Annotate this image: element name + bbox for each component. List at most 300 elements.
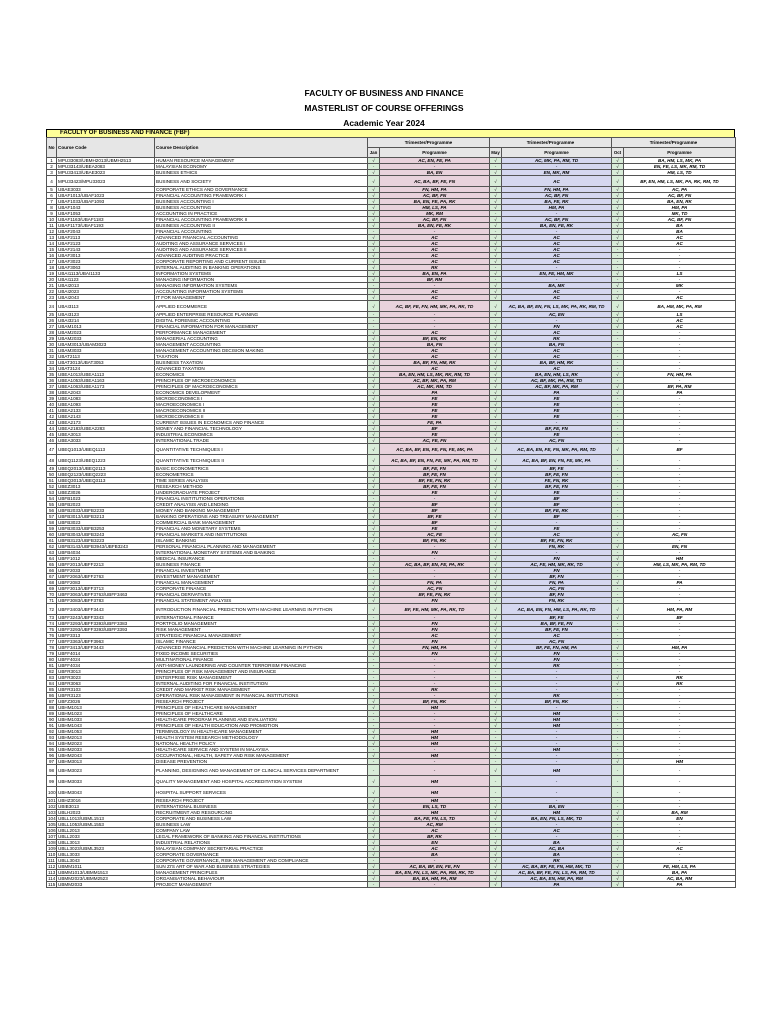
course-code: UBFF3403/UBFF3443 <box>57 604 155 615</box>
may-offered-mark: √ <box>490 846 502 852</box>
jan-programmes: BA <box>380 852 490 858</box>
oct-offered-mark: √ <box>612 187 624 193</box>
may-offered-mark: √ <box>490 259 502 265</box>
course-code: UBFB3013/UBFB3213 <box>57 514 155 520</box>
jan-programmes: - <box>380 759 490 765</box>
row-number: 79 <box>47 651 57 657</box>
may-offered-mark: √ <box>490 870 502 876</box>
course-code: UBFF3293/UBFF3393/UBFF3393 <box>57 627 155 633</box>
row-number: 86 <box>47 693 57 699</box>
may-offered-mark: √ <box>490 586 502 592</box>
course-description: INTERNAL AUDITING IN BANKING OPERATIONS <box>155 265 368 271</box>
jan-offered-mark: √ <box>368 484 380 490</box>
jan-programmes: BF, FE, HM, MK, PA, RK, TD <box>380 604 490 615</box>
oct-offered-mark: - <box>612 699 624 705</box>
row-number: 47 <box>47 444 57 455</box>
course-code: UBAF1013/UBAF1023 <box>57 193 155 199</box>
masterlist-title: MASTERLIST OF COURSE OFFERINGS <box>304 103 464 113</box>
course-description: MANAGEMENT ACCOUNTING <box>155 342 368 348</box>
course-description: INDUSTRIAL RELATIONS <box>155 840 368 846</box>
course-description: PROJECT MANAGEMENT <box>155 882 368 888</box>
oct-offered-mark: - <box>612 496 624 502</box>
course-description: ECONOMETRICS <box>155 472 368 478</box>
course-code: UBEA3013 <box>57 432 155 438</box>
jan-offered-mark: √ <box>368 396 380 402</box>
jan-offered-mark: - <box>368 544 380 550</box>
may-offered-mark: √ <box>490 717 502 723</box>
may-programmes: AC, BF, FN <box>502 193 612 199</box>
oct-offered-mark: √ <box>612 562 624 568</box>
row-number: 102 <box>48 804 56 809</box>
jan-programmes: AC <box>380 259 490 265</box>
may-offered-mark: √ <box>490 324 502 330</box>
oct-programmes: - <box>624 741 736 747</box>
may-programmes: FN, RK <box>502 544 612 550</box>
oct-offered-mark: √ <box>612 283 624 289</box>
oct-offered-mark: √ <box>612 675 624 681</box>
oct-offered-mark: √ <box>612 846 624 852</box>
oct-offered-mark: - <box>612 420 624 426</box>
course-code: UBHM1023 <box>57 711 155 717</box>
oct-offered-mark: √ <box>612 876 624 882</box>
may-offered-mark: √ <box>490 538 502 544</box>
row-number: 46 <box>47 438 57 444</box>
course-code: UBAF3023 <box>57 259 155 265</box>
may-offered-mark: √ <box>490 235 502 241</box>
jan-offered-mark: - <box>368 318 380 324</box>
oct-offered-mark: - <box>612 366 624 372</box>
jan-offered-mark: √ <box>368 265 380 271</box>
jan-offered-mark: √ <box>368 592 380 598</box>
oct-programmes: AC <box>624 324 736 330</box>
may-offered-mark: - <box>490 687 502 693</box>
course-code: UBAI3214 <box>57 318 155 324</box>
course-description: FIXED INCOME SECURITIES <box>155 651 368 657</box>
jan-offered-mark: √ <box>368 217 380 223</box>
row-number: 24 <box>47 301 57 312</box>
may-programmes: AC, BA, EN, HM, PA, RM <box>502 876 612 882</box>
may-programmes: AC <box>502 330 612 336</box>
may-offered-mark: - <box>490 705 502 711</box>
header-course-code: Course Code <box>57 138 155 158</box>
jan-offered-mark: - <box>368 759 380 765</box>
table-row <box>47 604 736 615</box>
jan-offered-mark: √ <box>368 408 380 414</box>
may-programmes: BF, FE, FN <box>502 426 612 432</box>
row-number: 113 <box>48 870 56 875</box>
course-description: MANAGERIAL ACCOUNTING <box>155 336 368 342</box>
may-programmes: BA, EN, FN, LS, MK, TD <box>502 816 612 822</box>
course-description: APPLIED ENTERPRISE RESOURCE PLANNING <box>155 312 368 318</box>
oct-programmes: - <box>624 514 736 520</box>
may-offered-mark: √ <box>490 810 502 816</box>
jan-offered-mark: - <box>368 556 380 562</box>
course-code: UBAF3013 <box>57 253 155 259</box>
jan-programmes: AC, EN, FE, PA <box>380 158 490 164</box>
may-offered-mark: √ <box>490 199 502 205</box>
oct-programmes: - <box>624 253 736 259</box>
course-code: UBFF4014 <box>57 651 155 657</box>
course-description: RISK MANAGEMENT <box>155 627 368 633</box>
course-description: UNDERGRADUATE PROJECT <box>155 490 368 496</box>
oct-offered-mark: - <box>612 348 624 354</box>
jan-offered-mark: √ <box>368 336 380 342</box>
may-programmes: BF, FE, FN, HM, PA <box>502 645 612 651</box>
course-code: UBAF1053 <box>57 211 155 217</box>
row-number: 39 <box>47 396 57 402</box>
jan-offered-mark: √ <box>368 176 380 187</box>
may-programmes: FE <box>502 408 612 414</box>
jan-offered-mark: - <box>368 858 380 864</box>
jan-programmes: AC <box>380 828 490 834</box>
jan-offered-mark: √ <box>368 211 380 217</box>
course-description: PRINCIPLES OF HEALTHCARE MANAGEMENT <box>155 705 368 711</box>
course-description: MACROECONOMICS II <box>155 408 368 414</box>
oct-programmes: - <box>624 705 736 711</box>
may-programmes: BF, FN <box>502 592 612 598</box>
jan-programmes: FN <box>380 639 490 645</box>
jan-programmes: - <box>380 723 490 729</box>
jan-programmes: AC, FE <box>380 532 490 538</box>
course-description: QUANTITATIVE TECHNIQUES I <box>155 444 368 455</box>
may-offered-mark: - <box>490 318 502 324</box>
may-programmes: BA, FN <box>502 342 612 348</box>
course-code: UBEA1083 <box>57 396 155 402</box>
oct-offered-mark: √ <box>612 580 624 586</box>
oct-offered-mark: - <box>612 514 624 520</box>
row-number: 101 <box>48 798 56 803</box>
oct-programmes: - <box>624 496 736 502</box>
oct-offered-mark: - <box>612 568 624 574</box>
jan-offered-mark: √ <box>368 360 380 366</box>
row-number: 7 <box>47 199 57 205</box>
jan-offered-mark: √ <box>368 444 380 455</box>
jan-offered-mark: √ <box>368 876 380 882</box>
table-row <box>47 455 736 466</box>
jan-offered-mark: - <box>368 229 380 235</box>
oct-offered-mark: √ <box>612 205 624 211</box>
may-offered-mark: - <box>490 729 502 735</box>
oct-programmes: - <box>624 502 736 508</box>
may-programmes: AC <box>502 366 612 372</box>
course-code: UBEQ1123/UBEQ1223 <box>57 455 155 466</box>
course-description: PERFORMANCE MANAGEMENT <box>155 330 368 336</box>
jan-programmes: AC <box>380 241 490 247</box>
row-number: 16 <box>47 253 57 259</box>
row-number: 52 <box>47 484 57 490</box>
table-row <box>47 765 736 776</box>
course-description: MANAGING INFORMATION <box>155 277 368 283</box>
oct-offered-mark: √ <box>612 384 624 390</box>
may-programmes: BA, EN <box>502 804 612 810</box>
row-number: 87 <box>47 699 57 705</box>
course-code: UBAF1173/UBAF1193 <box>57 223 155 229</box>
jan-offered-mark: √ <box>368 366 380 372</box>
may-programmes: AC, BA, BF, FE, FN, HM, MK, TD <box>502 864 612 870</box>
may-offered-mark: √ <box>490 556 502 562</box>
may-programmes: - <box>502 753 612 759</box>
jan-programmes: AC, RM <box>380 822 490 828</box>
oct-programmes: - <box>624 336 736 342</box>
course-code: UBEA1093 <box>57 402 155 408</box>
oct-offered-mark: - <box>612 265 624 271</box>
oct-programmes: BF, PA, RM <box>624 384 736 390</box>
may-offered-mark: √ <box>490 223 502 229</box>
may-programmes: BA, MK <box>502 283 612 289</box>
course-code: UBEA2043 <box>57 390 155 396</box>
jan-offered-mark: √ <box>368 699 380 705</box>
jan-programmes: HM <box>380 705 490 711</box>
course-description: PRINCIPLES OF MACROECONOMICS <box>155 384 368 390</box>
may-offered-mark: √ <box>490 478 502 484</box>
may-programmes: BA <box>502 852 612 858</box>
course-code: UBEA2133 <box>57 408 155 414</box>
oct-offered-mark: √ <box>612 241 624 247</box>
may-programmes: - <box>502 675 612 681</box>
oct-offered-mark: - <box>612 408 624 414</box>
may-offered-mark: √ <box>490 312 502 318</box>
may-offered-mark: √ <box>490 432 502 438</box>
course-description: HUMAN RESOURCE MANAGEMENT <box>155 158 368 164</box>
course-code: UBHM3013 <box>57 759 155 765</box>
oct-offered-mark: - <box>612 592 624 598</box>
jan-programmes: AC, BA, BF, EN, FE, FN, FE, MK, PA <box>380 444 490 455</box>
oct-programmes: - <box>624 747 736 753</box>
row-number: 92 <box>47 729 57 735</box>
course-description: CREDIT AND MARKET RISK MANAGEMENT <box>155 687 368 693</box>
course-code: MPU33413/UBAE3023 <box>57 170 155 176</box>
may-programmes: AC <box>502 253 612 259</box>
jan-programmes: - <box>380 496 490 502</box>
may-programmes: AC <box>502 235 612 241</box>
course-description: FINANCIAL MANAGEMENT <box>155 580 368 586</box>
course-description: HEALTH SYSTEM RESEARCH METHODOLOGY <box>155 735 368 741</box>
may-offered-mark: √ <box>490 283 502 289</box>
oct-programmes: - <box>624 466 736 472</box>
header-programme-oct: Programme <box>624 148 736 158</box>
may-programmes: AC, BA, BF, EN, FN, FE, MK, PA <box>502 455 612 466</box>
oct-programmes: - <box>624 669 736 675</box>
may-offered-mark: √ <box>490 348 502 354</box>
may-offered-mark: √ <box>490 408 502 414</box>
may-offered-mark: √ <box>490 598 502 604</box>
course-description: QUANTITATIVE TECHNIQUES II <box>155 455 368 466</box>
may-offered-mark: √ <box>490 205 502 211</box>
may-offered-mark: - <box>490 520 502 526</box>
course-description: HEALTHCARE SERVICE AND SYSTEM IN MALAYSIA <box>155 747 368 753</box>
oct-programmes: MK <box>624 283 736 289</box>
course-description: MANAGEMENT ACCOUNTING DECISION MAKING <box>155 348 368 354</box>
row-number: 18 <box>47 265 57 271</box>
may-programmes: HM <box>502 723 612 729</box>
oct-programmes: - <box>624 432 736 438</box>
may-programmes: AC, BF, MK, PA, RM <box>502 384 612 390</box>
oct-programmes: BF <box>624 444 736 455</box>
may-offered-mark: √ <box>490 532 502 538</box>
jan-offered-mark: √ <box>368 586 380 592</box>
course-code: UBAM1013 <box>57 324 155 330</box>
jan-offered-mark: √ <box>368 810 380 816</box>
jan-programmes: AC <box>380 247 490 253</box>
oct-offered-mark: - <box>612 633 624 639</box>
course-code: UBAF2043 <box>57 229 155 235</box>
header-row <box>47 138 736 148</box>
course-code: UBEQ3013/UBEQ3113 <box>57 478 155 484</box>
may-offered-mark: √ <box>490 402 502 408</box>
may-programmes: BF <box>502 514 612 520</box>
course-description: COMMERCIAL BANK MANAGEMENT <box>155 520 368 526</box>
oct-programmes: AC, BF, FN <box>624 217 736 223</box>
jan-programmes: BA, EN, FN, LS, MK, PA, RM, RK, TD <box>380 870 490 876</box>
course-description: CREDIT ANALYSIS AND LENDING <box>155 502 368 508</box>
may-offered-mark: - <box>490 787 502 798</box>
jan-offered-mark: √ <box>368 864 380 870</box>
jan-programmes: - <box>380 615 490 621</box>
oct-offered-mark: - <box>612 804 624 810</box>
row-number: 74 <box>47 621 57 627</box>
may-offered-mark: √ <box>490 804 502 810</box>
may-programmes: HM <box>502 810 612 816</box>
oct-offered-mark: √ <box>612 759 624 765</box>
oct-offered-mark: - <box>612 455 624 466</box>
course-description: ADVANCED AUDITING PRACTICE <box>155 253 368 259</box>
oct-programmes: FN, HM, PA <box>624 372 736 378</box>
course-code: UBHM2013 <box>57 735 155 741</box>
jan-offered-mark: - <box>368 717 380 723</box>
jan-offered-mark: √ <box>368 840 380 846</box>
oct-offered-mark: - <box>612 490 624 496</box>
course-description: FINANCIAL ACCOUNTING FRAMEWORK II <box>155 217 368 223</box>
oct-programmes: - <box>624 289 736 295</box>
course-code: UBAF2123 <box>57 241 155 247</box>
may-offered-mark: √ <box>490 747 502 753</box>
may-programmes: - <box>502 798 612 804</box>
may-programmes: BF, FE, FN, RK <box>502 538 612 544</box>
course-rows <box>47 158 736 888</box>
may-programmes: BA, FE, RK <box>502 199 612 205</box>
course-code: UBFF2063/UBFF2763 <box>57 574 155 580</box>
may-programmes: AC <box>502 633 612 639</box>
oct-offered-mark: - <box>612 336 624 342</box>
may-programmes: AC <box>502 532 612 538</box>
jan-programmes: - <box>380 324 490 330</box>
course-code: UBAI1123 <box>57 277 155 283</box>
jan-offered-mark: √ <box>368 402 380 408</box>
may-offered-mark: - <box>490 229 502 235</box>
may-offered-mark: √ <box>490 876 502 882</box>
course-code: UBFF3083/UBFF3783 <box>57 598 155 604</box>
course-code: UBAM3033 <box>57 348 155 354</box>
may-programmes: AC, BA, BF, EN, FN, LS, MK, PA, RK, RM, TD <box>502 301 612 312</box>
jan-programmes: HM <box>380 798 490 804</box>
oct-programmes: - <box>624 508 736 514</box>
row-number: 67 <box>47 574 57 580</box>
row-number: 56 <box>47 508 57 514</box>
oct-programmes: - <box>624 699 736 705</box>
may-programmes: EN, MK, RM <box>502 170 612 176</box>
oct-programmes: - <box>624 550 736 556</box>
course-code: UBFB3123/UBFB3223 <box>57 538 155 544</box>
may-programmes: AC <box>502 247 612 253</box>
row-number: 21 <box>47 283 57 289</box>
jan-programmes: - <box>380 765 490 776</box>
oct-offered-mark: - <box>612 735 624 741</box>
jan-offered-mark: √ <box>368 455 380 466</box>
oct-offered-mark: √ <box>612 318 624 324</box>
course-code: UBIB3013 <box>57 804 155 810</box>
row-number: 34 <box>47 366 57 372</box>
course-code: UBHM1013 <box>57 705 155 711</box>
row-number: 99 <box>47 776 57 787</box>
jan-offered-mark: √ <box>368 384 380 390</box>
may-programmes: - <box>502 318 612 324</box>
course-description: OPERATIONAL RISK MANAGEMENT IN FINANCIAL INSTITUTIONS <box>155 693 368 699</box>
course-code: UBLL3013 <box>57 840 155 846</box>
may-offered-mark: √ <box>490 354 502 360</box>
jan-offered-mark: √ <box>368 520 380 526</box>
may-offered-mark: √ <box>490 816 502 822</box>
may-offered-mark: √ <box>490 336 502 342</box>
may-offered-mark: √ <box>490 574 502 580</box>
jan-programmes: AC, BA, BF, EN, FE, FN <box>380 864 490 870</box>
may-offered-mark: √ <box>490 378 502 384</box>
may-offered-mark: √ <box>490 663 502 669</box>
may-offered-mark: √ <box>490 158 502 164</box>
may-programmes: AC, FN <box>502 438 612 444</box>
jan-offered-mark: - <box>368 693 380 699</box>
course-description: MALAYSIAN COMPANY SECRETARIAL PRACTICE <box>155 846 368 852</box>
oct-offered-mark: - <box>612 342 624 348</box>
oct-programmes: AC, BF, FN <box>624 193 736 199</box>
may-offered-mark: - <box>490 776 502 787</box>
course-code: UBAI2013 <box>57 283 155 289</box>
course-code: UBHM2033 <box>57 747 155 753</box>
may-offered-mark: √ <box>490 444 502 455</box>
row-number: 93 <box>47 735 57 741</box>
oct-programmes: - <box>624 526 736 532</box>
jan-programmes: - <box>380 568 490 574</box>
row-number: 63 <box>47 550 57 556</box>
oct-programmes: - <box>624 366 736 372</box>
oct-programmes: - <box>624 840 736 846</box>
jan-programmes: AC <box>380 348 490 354</box>
jan-offered-mark: - <box>368 283 380 289</box>
may-offered-mark: √ <box>490 170 502 176</box>
jan-programmes: EN <box>380 840 490 846</box>
jan-offered-mark: √ <box>368 834 380 840</box>
oct-offered-mark: √ <box>612 229 624 235</box>
table-row <box>47 444 736 455</box>
jan-offered-mark: √ <box>368 538 380 544</box>
oct-programmes: AC <box>624 846 736 852</box>
course-description: FINANCIAL STATEMENT ANALYSIS <box>155 598 368 604</box>
jan-programmes: AC, BF, FE, FN, HM, MK, PA, RK, TD <box>380 301 490 312</box>
oct-offered-mark: - <box>612 753 624 759</box>
jan-offered-mark: √ <box>368 478 380 484</box>
may-programmes: - <box>502 550 612 556</box>
row-number: 90 <box>47 717 57 723</box>
row-number: 69 <box>47 586 57 592</box>
jan-offered-mark: - <box>368 765 380 776</box>
oct-programmes: - <box>624 426 736 432</box>
row-number: 37 <box>47 384 57 390</box>
jan-offered-mark: - <box>368 681 380 687</box>
oct-programmes: HM, PA <box>624 645 736 651</box>
jan-programmes: - <box>380 675 490 681</box>
may-programmes: BA, BF, HM, RK <box>502 360 612 366</box>
may-programmes: - <box>502 776 612 787</box>
may-offered-mark: √ <box>490 490 502 496</box>
